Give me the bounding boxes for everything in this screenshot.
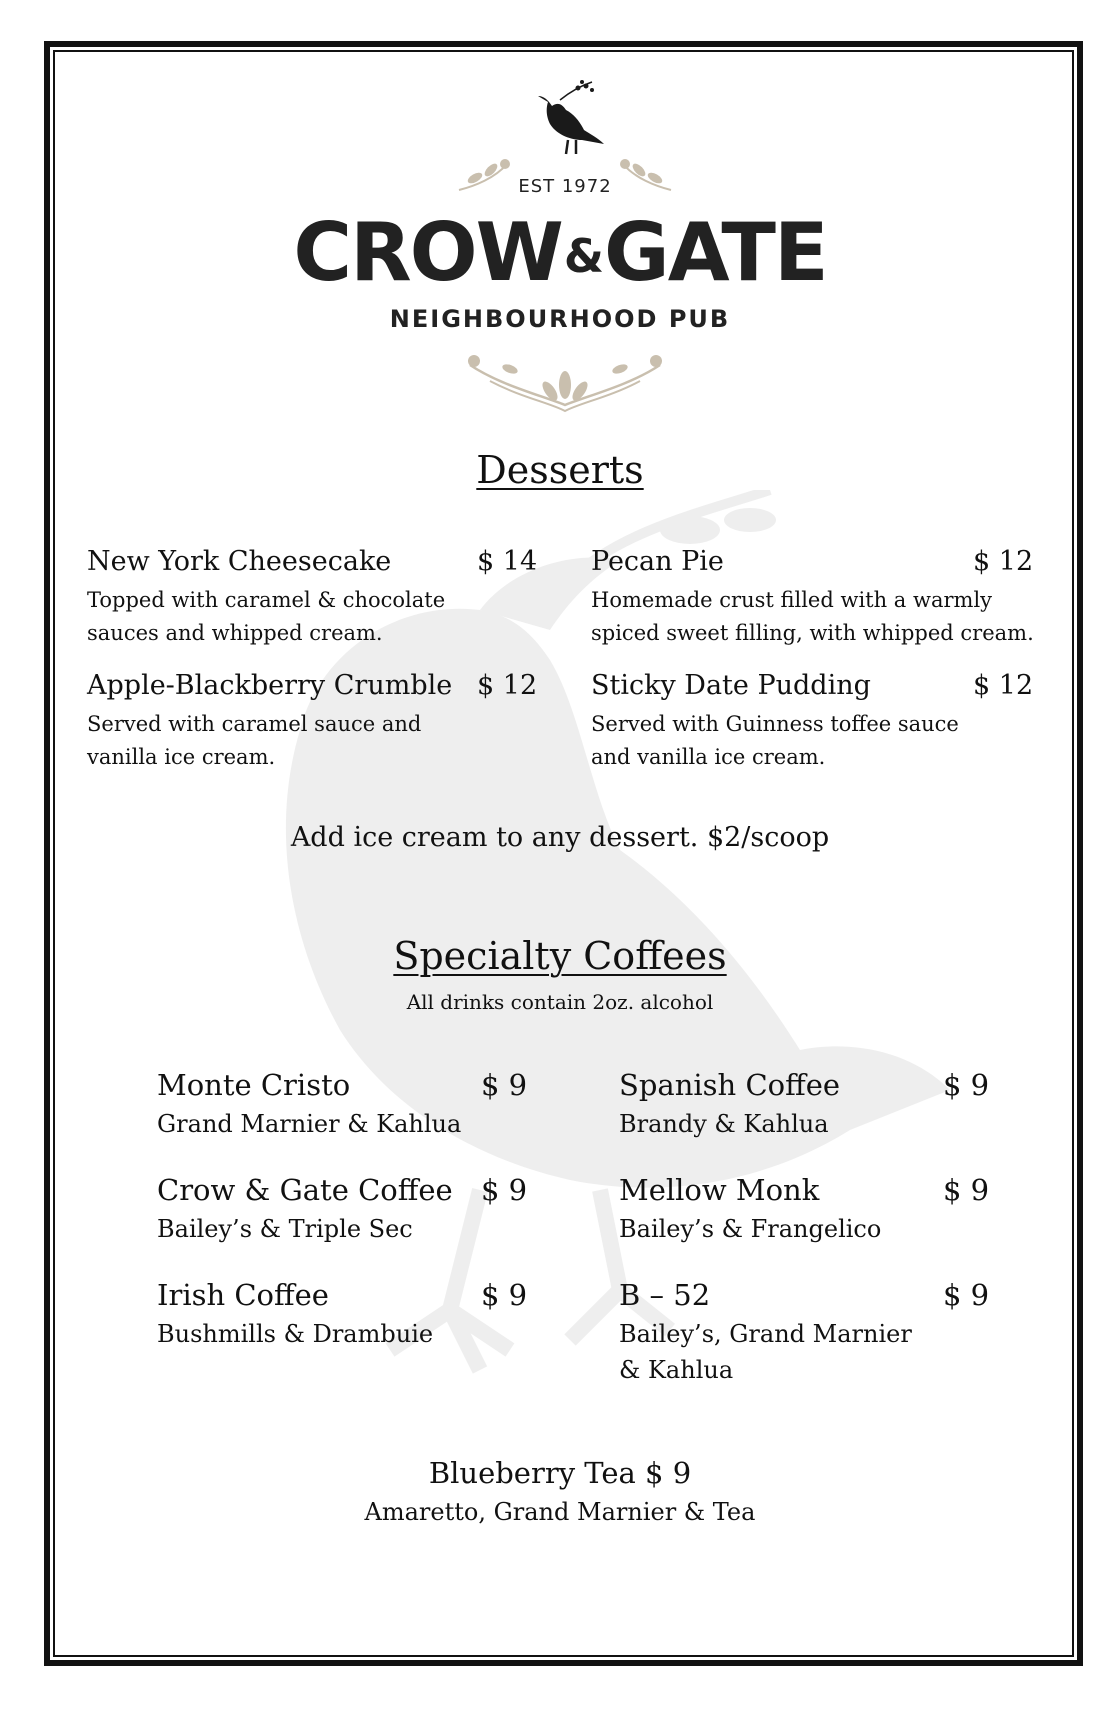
leaf-flourish-icon (460, 345, 670, 415)
menu-item (619, 1068, 999, 1148)
item-name: Crow & Gate Coffee (157, 1173, 453, 1207)
item-description: Grand Marnier & Kahlua (157, 1110, 462, 1138)
established-year: EST 1972 (518, 176, 612, 197)
item-price: $ 9 (943, 1173, 990, 1207)
item-description: Bushmills & Drambuie (157, 1320, 434, 1348)
menu-item (619, 1173, 999, 1253)
item-description-line: Homemade crust filled with a warmly (591, 588, 993, 612)
item-description-line: Topped with caramel & chocolate (87, 588, 446, 612)
item-description (591, 708, 959, 774)
item-name: Apple-Blackberry Crumble (87, 670, 453, 701)
item-price: $ 9 (481, 1068, 528, 1102)
item-description-line: sauces and whipped cream. (87, 621, 383, 645)
menu-item (619, 1278, 999, 1388)
item-description-line: and vanilla ice cream. (591, 745, 826, 769)
desserts-heading: Desserts (476, 448, 644, 492)
item-description-line: vanilla ice cream. (87, 745, 276, 769)
item-price: $ 9 (943, 1068, 990, 1102)
item-description-line: Bailey’s, Grand Marnier (619, 1320, 912, 1348)
item-name: B – 52 (619, 1278, 711, 1312)
item-name: Pecan Pie (591, 546, 724, 577)
item-description (619, 1316, 912, 1388)
menu-item (157, 1278, 537, 1358)
item-name: New York Cheesecake (87, 546, 392, 577)
item-price: $ 9 (943, 1278, 990, 1312)
item-price: $ 12 (973, 546, 1034, 577)
item-description (87, 584, 445, 650)
item-description-line: & Kahlua (619, 1356, 734, 1384)
dessert-note: Add ice cream to any dessert. $2/scoop (290, 822, 830, 853)
item-name: Monte Cristo (157, 1068, 351, 1102)
menu-item (157, 1173, 537, 1253)
item-description-line: Served with caramel sauce and (87, 712, 422, 736)
item-description: Bailey’s & Frangelico (619, 1215, 882, 1243)
brand-name (0, 205, 1120, 304)
brand-name-ampersand: & (563, 229, 603, 283)
item-description-line: spiced sweet filling, with whipped cream. (591, 621, 1034, 645)
item-name: Mellow Monk (619, 1173, 820, 1207)
item-name: Irish Coffee (157, 1278, 329, 1312)
menu-item (87, 670, 538, 780)
menu-item (591, 670, 1036, 780)
item-price: $ 9 (481, 1278, 528, 1312)
brand-name-left: CROW (293, 206, 562, 299)
special-item-name: Blueberry Tea $ 9 (428, 1456, 692, 1490)
coffees-subtitle: All drinks contain 2oz. alcohol (406, 990, 714, 1014)
item-description: Bailey’s & Triple Sec (157, 1215, 413, 1243)
special-item-description: Amaretto, Grand Marnier & Tea (364, 1498, 756, 1526)
item-description-line: Served with Guinness toffee sauce (591, 712, 959, 736)
item-price: $ 12 (973, 670, 1034, 701)
menu-item (591, 546, 1036, 656)
brand-subtitle: NEIGHBOURHOOD PUB (389, 305, 731, 333)
menu-item (157, 1068, 537, 1148)
item-name: Sticky Date Pudding (591, 670, 871, 701)
item-price: $ 9 (481, 1173, 528, 1207)
item-description: Brandy & Kahlua (619, 1110, 829, 1138)
item-name: Spanish Coffee (619, 1068, 841, 1102)
item-description (87, 708, 421, 774)
item-description (591, 584, 1034, 650)
menu-item (87, 546, 538, 656)
brand-name-right: GATE (604, 206, 827, 299)
item-price: $ 12 (477, 670, 538, 701)
item-price: $ 14 (477, 546, 538, 577)
coffees-heading: Specialty Coffees (393, 934, 727, 978)
